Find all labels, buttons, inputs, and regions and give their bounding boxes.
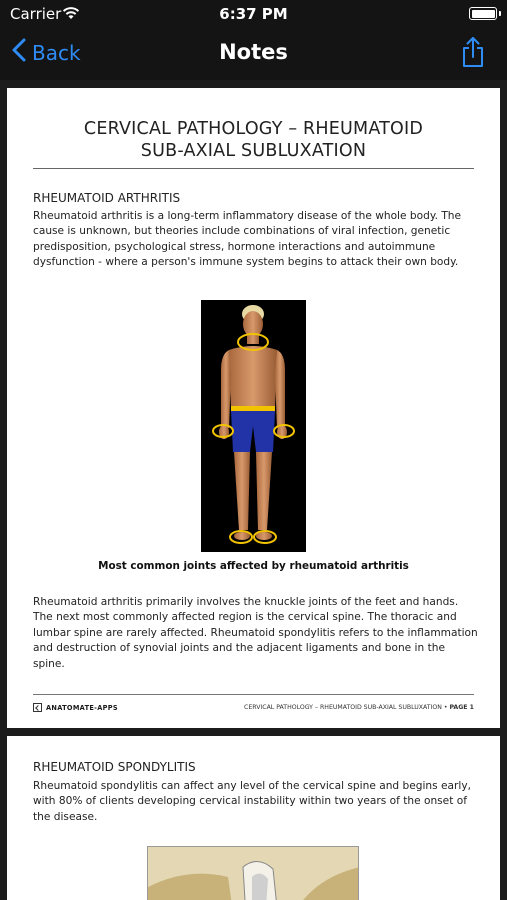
- status-bar: [0, 0, 507, 28]
- footer-divider: [33, 694, 474, 695]
- title-divider: [33, 168, 474, 169]
- document-title-line-1: CERVICAL PATHOLOGY – RHEUMATOID: [83, 119, 424, 139]
- share-icon: [461, 53, 485, 72]
- status-time: 6:37 PM: [219, 5, 288, 23]
- footer-page-number: PAGE 1: [449, 704, 474, 711]
- share-button[interactable]: [461, 36, 485, 72]
- document-page-2: [7, 736, 500, 900]
- document-title: [33, 118, 474, 162]
- document-viewer[interactable]: [0, 80, 507, 900]
- footer-page-info: [244, 704, 474, 711]
- section-heading-rheumatoid-arthritis: RHEUMATOID ARTHRITIS: [33, 191, 181, 205]
- body-paragraph: Rheumatoid arthritis primarily involves the knuckle joints of the feet and hands. The next most commonly affected region is the cervical spine. The thoracic and lumbar spine are rarely affected. Rheumatoid spondylitis refers to the inflammation and destruction of synovial joints and the adjacent ligaments and bone in the spine.: [33, 596, 478, 670]
- body-figure-image: [201, 300, 306, 552]
- spondylitis-paragraph: Rheumatoid spondylitis can affect any level of the cervical spine and begins early, with 80% of clients developing cervical instability within two years of the onset of the disease.: [33, 780, 471, 823]
- spine-illustration-image: [147, 846, 359, 900]
- intro-paragraph: Rheumatoid arthritis is a long-term inflammatory disease of the whole body. The cause is unknown, but theories include combinations of viral infection, genetic predisposition, psychological stress, hormone interactions and autoimmune dysfunction - where a person's immune system begins to attack their own body.: [33, 210, 462, 269]
- figure-caption: Most common joints affected by rheumatoid arthritis: [98, 560, 409, 572]
- document-page-1: [7, 88, 500, 728]
- carrier-label: Carrier: [10, 5, 62, 23]
- back-label: Back: [32, 40, 81, 65]
- footer-brand-label: ANATOMATE-APPS: [46, 703, 118, 712]
- footer-doc-title: CERVICAL PATHOLOGY – RHEUMATOID SUB-AXIAL SUBLUXATION •: [244, 704, 450, 711]
- anatomate-logo-icon: [33, 703, 42, 712]
- battery-icon: [469, 7, 497, 20]
- navigation-bar: [0, 28, 507, 80]
- page-title: Notes: [219, 40, 288, 64]
- document-title-line-2: SUB-AXIAL SUBLUXATION: [140, 141, 367, 161]
- footer-brand: [33, 703, 118, 712]
- section-heading-rheumatoid-spondylitis: RHEUMATOID SPONDYLITIS: [33, 760, 196, 774]
